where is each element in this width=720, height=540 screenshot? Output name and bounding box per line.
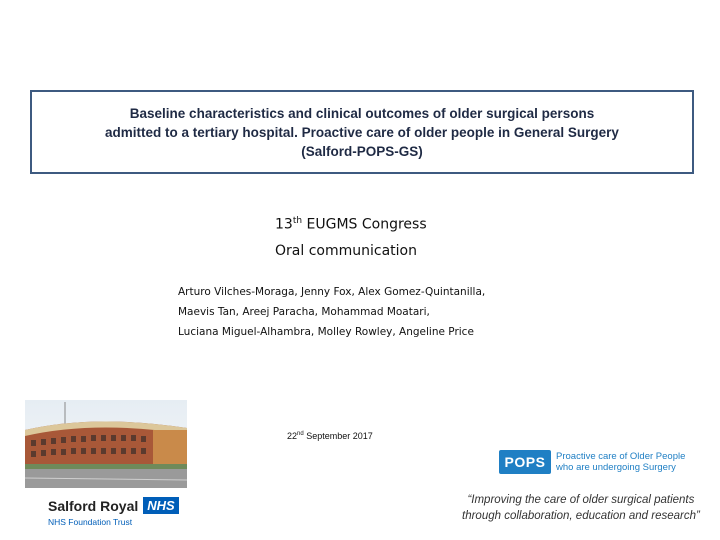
trust-name: Salford Royal <box>48 497 139 514</box>
pops-desc-line-2: who are undergoing Surgery <box>556 462 676 473</box>
congress-ordinal-suffix: th <box>292 216 303 226</box>
title-box <box>30 90 694 174</box>
congress-title: EUGMS Congress <box>306 216 427 233</box>
author-line-3: Luciana Miguel-Alhambra, Molley Rowley, Angeline Price <box>178 326 474 338</box>
presentation-date <box>287 431 373 441</box>
date-day: 22 <box>287 431 298 441</box>
nhs-badge: NHS <box>143 497 178 514</box>
author-list <box>178 282 485 342</box>
date-rest: September 2017 <box>306 431 373 441</box>
title-line-2: admitted to a tertiary hospital. Proactive care of older people in General Surgery <box>105 124 619 140</box>
motto-quote <box>462 492 700 524</box>
pops-logo <box>499 450 685 474</box>
pops-description <box>556 451 685 473</box>
pops-desc-line-1: Proactive care of Older People <box>556 451 686 462</box>
quote-line-2: through collaboration, education and research” <box>462 510 700 522</box>
congress-ordinal: 13 <box>275 216 293 233</box>
author-line-2: Maevis Tan, Areej Paracha, Mohammad Moatari, <box>178 306 430 318</box>
title-line-3: (Salford-POPS-GS) <box>301 143 423 159</box>
presentation-type: Oral communication <box>275 243 417 259</box>
congress-name <box>275 216 427 233</box>
pops-badge: POPS <box>499 450 551 474</box>
date-suffix: nd <box>297 431 304 437</box>
author-line-1: Arturo Vilches-Moraga, Jenny Fox, Alex Gomez-Quintanilla, <box>178 286 486 298</box>
trust-logo <box>48 497 179 527</box>
title-line-1: Baseline characteristics and clinical outcomes of older surgical persons <box>129 105 595 121</box>
trust-subtitle: NHS Foundation Trust <box>48 517 133 527</box>
hospital-building-photo <box>25 400 187 488</box>
quote-line-1: “Improving the care of older surgical patients <box>467 494 695 506</box>
